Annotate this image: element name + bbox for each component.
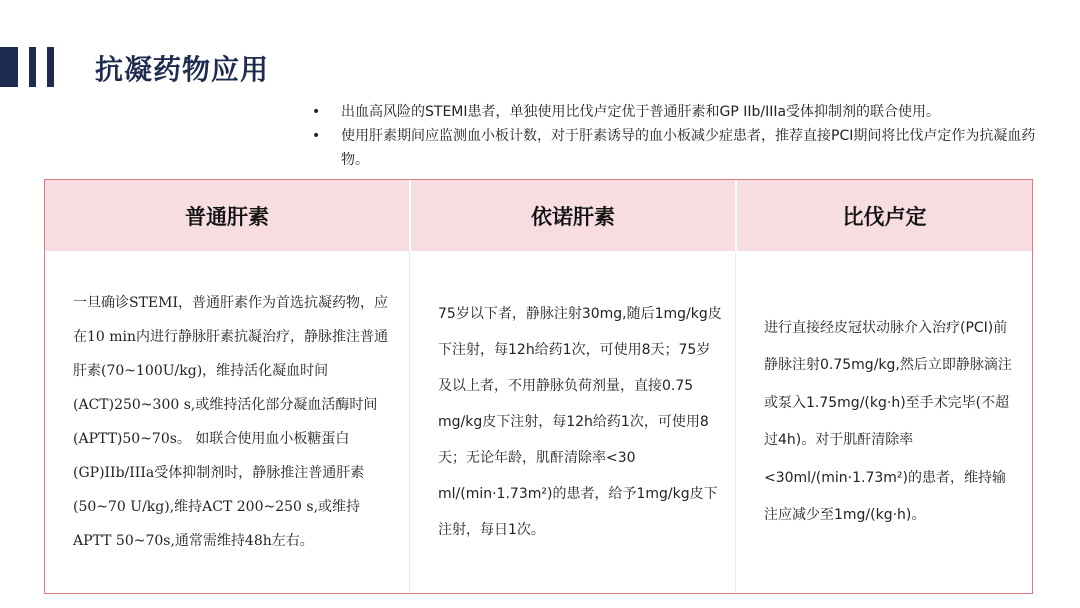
- table-header-bivalirudin: 比伐卢定: [737, 180, 1032, 251]
- column-divider: [409, 251, 410, 593]
- table-header-heparin: 普通肝素: [45, 180, 409, 251]
- bullet-text: 使用肝素期间应监测血小板计数，对于肝素诱导的血小板减少症患者，推荐直接PCI期间将比伐卢定作为抗凝血药物。: [341, 128, 1036, 168]
- title-decoration-bars: [0, 47, 62, 87]
- column-divider: [735, 251, 736, 593]
- decoration-bar: [29, 47, 36, 87]
- page-title: 抗凝药物应用: [95, 53, 270, 86]
- anticoagulant-comparison-table: [44, 179, 1033, 594]
- cell-text: 75岁以下者，静脉注射30mg,随后1mg/kg皮下注射，每12h给药1次，可使用8天；75岁及以上者，不用静脉负荷剂量，直接0.75 mg/kg皮下注射，每12h给药1次，可使用8天；无论年龄，肌酐清除率<30 ml/(min·1.73m²)的患者，给予1mg/kg皮下注射，每日1次。: [438, 306, 722, 538]
- cell-text: 进行直接经皮冠状动脉介入治疗(PCI)前静脉注射0.75mg/kg,然后立即静脉滴注或泵入1.75mg/(kg·h)至手术完毕(不超过4h)。对于肌酐清除率<30ml/(min·1.73m²)的患者，维持输注应减少至1mg/(kg·h)。: [764, 319, 1012, 523]
- bullet-item: [312, 124, 1060, 172]
- bullet-text: 出血高风险的STEMI患者，单独使用比伐卢定优于普通肝素和GP IIb/IIIa受体抑制剂的联合使用。: [341, 104, 941, 120]
- decoration-bar: [47, 47, 54, 87]
- bullet-marker: •: [312, 104, 321, 120]
- table-cell-heparin: [73, 251, 389, 593]
- bullet-list: [312, 100, 1060, 172]
- bullet-item: [312, 100, 1060, 124]
- cell-text: 一旦确诊STEMI，普通肝素作为首选抗凝药物，应在10 min内进行静脉肝素抗凝治疗，静脉推注普通肝素(70~100U/kg)，维持活化凝血时间(ACT)250~300 s,或维持活化部分凝血活酶时间(APTT)50~70s。 如联合使用血小板糖蛋白(GP)IIb/IIIa受体抑制剂时，静脉推注普通肝素(50~70 U/kg),维持ACT 200~250 s,或维持APTT 50~70s,通常需维持48h左右。: [73, 295, 389, 549]
- table-header-enoxaparin: 依诺肝素: [411, 180, 735, 251]
- table-cell-bivalirudin: [764, 251, 1014, 593]
- decoration-bar: [0, 47, 18, 87]
- bullet-marker: •: [312, 128, 321, 144]
- table-cell-enoxaparin: [438, 251, 723, 593]
